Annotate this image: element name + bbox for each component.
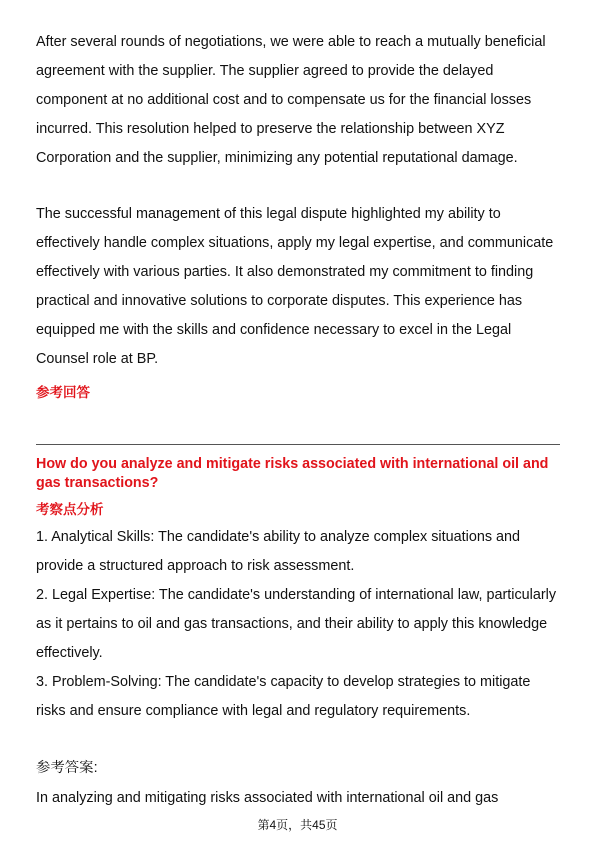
answer-paragraph [36,784,560,813]
text-line: The successful management of this legal dispute highlighted my ability to [36,206,501,222]
section-divider [36,444,560,445]
text-line: effectively with various parties. It also demonstrated my commitment to finding [36,264,534,280]
question-line: gas transactions? [36,475,159,491]
text-line: effectively handle complex situations, apply my legal expertise, and communicate [36,235,554,251]
text-line: component at no additional cost and to compensate us for the financial losses [36,92,532,108]
list-item: 2. Legal Expertise: The candidate's understanding of international law, particularly [36,587,557,603]
reference-answer-label: 参考回答 [36,385,90,400]
text-line: incurred. This resolution helped to preserve the relationship between XYZ [36,121,505,137]
question-line: How do you analyze and mitigate risks associated with international oil and [36,456,549,472]
text-line: In analyzing and mitigating risks associated with international oil and gas [36,790,499,806]
analysis-label: 考察点分析 [36,502,104,517]
analysis-points [36,523,560,726]
list-item: provide a structured approach to risk assessment. [36,558,355,574]
text-line: practical and innovative solutions to corporate disputes. This experience has [36,293,523,309]
page-number-footer: 第4页，共45页 [257,818,338,832]
paragraph-dispute-management [36,200,560,374]
paragraph-negotiation-outcome [36,28,560,173]
text-line: Counsel role at BP. [36,351,159,367]
text-line: After several rounds of negotiations, we were able to reach a mutually beneficial [36,34,546,50]
list-item: as it pertains to oil and gas transactions, and their ability to apply this knowledge [36,616,548,632]
text-line: agreement with the supplier. The supplier agreed to provide the delayed [36,63,494,79]
list-item: 1. Analytical Skills: The candidate's ability to analyze complex situations and [36,529,521,545]
question-heading [36,455,560,493]
list-item: risks and ensure compliance with legal and regulatory requirements. [36,703,471,719]
list-item: 3. Problem-Solving: The candidate's capacity to develop strategies to mitigate [36,674,531,690]
list-item: effectively. [36,645,103,661]
text-line: Corporation and the supplier, minimizing any potential reputational damage. [36,150,518,166]
answer-label: 参考答案: [36,760,98,776]
text-line: equipped me with the skills and confidence necessary to excel in the Legal [36,322,512,338]
